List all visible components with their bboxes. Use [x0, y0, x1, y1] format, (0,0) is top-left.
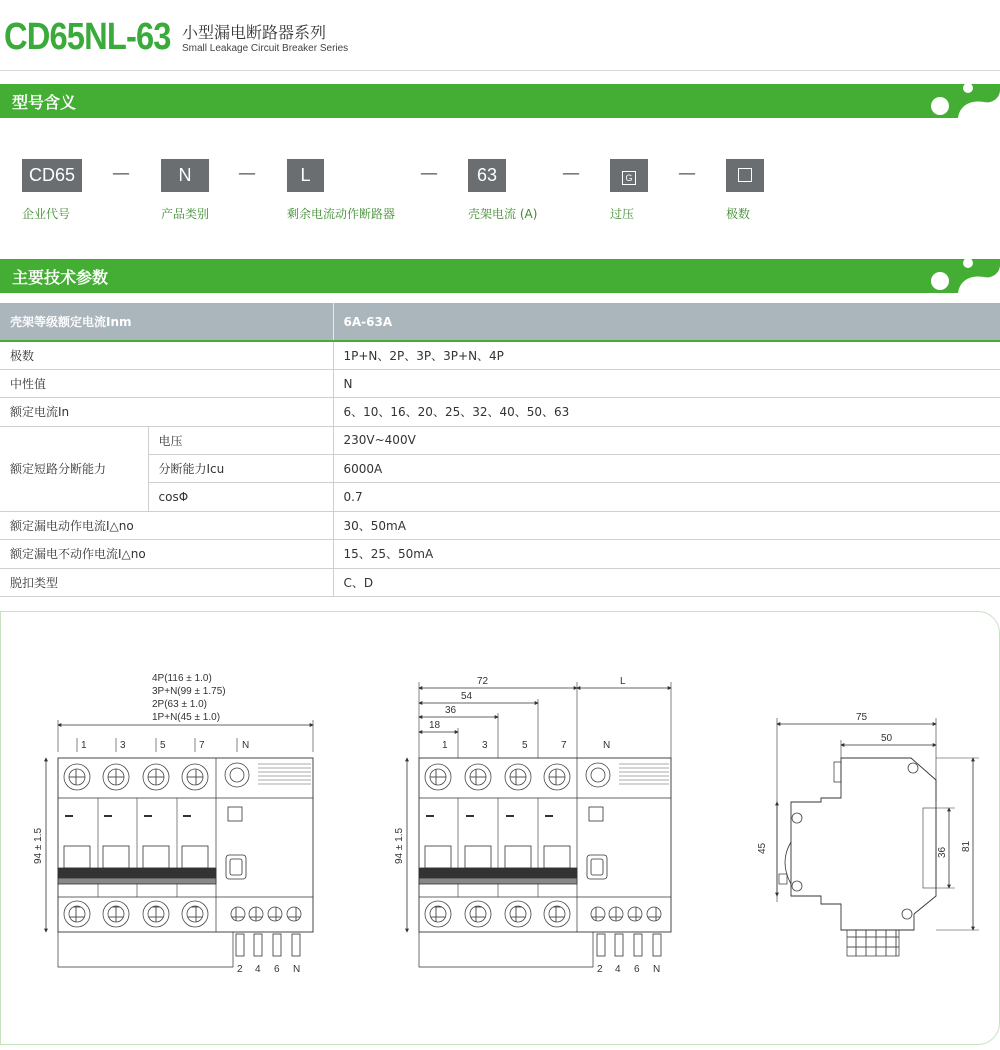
- front-view-left: [33, 673, 313, 975]
- param-value: 0.7: [333, 483, 1000, 511]
- code-label-company: 企业代号: [22, 207, 71, 221]
- code-dash: —: [112, 163, 130, 184]
- table-row: [0, 568, 1000, 596]
- empty-square-icon: [738, 168, 752, 182]
- height-label: 94 ± 1.5: [33, 827, 44, 864]
- terminal-label: 3: [482, 740, 488, 751]
- param-name: 额定漏电不动作电流I△no: [0, 540, 333, 568]
- code-box-g: [610, 159, 648, 192]
- terminal-label: N: [653, 964, 661, 975]
- param-name: 中性值: [0, 369, 333, 397]
- width-label-1pn: 1P+N(45 ± 1.0): [152, 712, 221, 723]
- dim-label-81: 81: [961, 840, 972, 852]
- terminal-label: 6: [634, 964, 640, 975]
- terminal-label: 7: [561, 740, 567, 751]
- table-row: [0, 341, 1000, 369]
- code-label-frame-current: 壳架电流 (A): [468, 207, 538, 221]
- param-value: 230V~400V: [333, 426, 1000, 454]
- terminal-label: N: [242, 740, 250, 751]
- terminal-label: 2: [237, 964, 243, 975]
- param-name: 壳架等级额定电流Inm: [0, 303, 333, 341]
- height-label: 94 ± 1.5: [394, 827, 405, 864]
- table-row: [0, 483, 1000, 511]
- dimension-drawings: [1, 612, 999, 1044]
- param-name: 脱扣类型: [0, 568, 333, 596]
- code-box-cd65: CD65: [22, 159, 82, 192]
- param-value: 15、25、50mA: [333, 540, 1000, 568]
- code-box-n: N: [161, 159, 209, 192]
- width-label-3pn: 3P+N(99 ± 1.75): [152, 686, 226, 697]
- dim-label-50: 50: [881, 733, 893, 744]
- dimension-drawings-panel: [0, 611, 1000, 1045]
- subtitle-cn: 小型漏电断路器系列: [182, 23, 327, 42]
- param-value: 6000A: [333, 455, 1000, 483]
- param-name: 额定电流In: [0, 398, 333, 426]
- dim-label-36: 36: [445, 705, 457, 716]
- subtitle-en: Small Leakage Circuit Breaker Series: [182, 43, 349, 54]
- terminal-label: N: [603, 740, 611, 751]
- param-value: 6、10、16、20、25、32、40、50、63: [333, 398, 1000, 426]
- terminal-label: N: [293, 964, 301, 975]
- table-header-row: [0, 303, 1000, 341]
- terminal-label: 1: [442, 740, 448, 751]
- tech-params-table: [0, 303, 1000, 597]
- table-row: [0, 511, 1000, 539]
- param-value: 6A-63A: [333, 303, 1000, 341]
- section-bar-model: [0, 84, 1000, 118]
- g-square-icon: G: [622, 171, 636, 185]
- dim-label-75: 75: [856, 712, 868, 723]
- terminal-label: 2: [597, 964, 603, 975]
- code-label-overvoltage: 过压: [610, 207, 635, 221]
- code-box-l: L: [287, 159, 324, 192]
- param-name: 额定漏电动作电流I△no: [0, 511, 333, 539]
- code-dash: —: [238, 163, 256, 184]
- table-row: [0, 455, 1000, 483]
- section-title-model: 型号含义: [12, 93, 77, 112]
- front-view-middle: [394, 676, 671, 975]
- terminal-label: 4: [255, 964, 261, 975]
- param-value: C、D: [333, 568, 1000, 596]
- terminal-label: 6: [274, 964, 280, 975]
- terminal-label: 3: [120, 740, 126, 751]
- dim-label-18: 18: [429, 720, 441, 731]
- code-label-rcbo: 剩余电流动作断路器: [287, 207, 396, 221]
- dim-label-36-side: 36: [937, 846, 948, 858]
- terminal-label: 1: [81, 740, 87, 751]
- side-view: [757, 712, 979, 956]
- param-group-name: 额定短路分断能力: [0, 426, 148, 511]
- code-label-poles: 极数: [726, 207, 751, 221]
- code-box-63: 63: [468, 159, 506, 192]
- dim-label-l: L: [620, 676, 626, 687]
- decor-dots-icon: [900, 84, 1000, 118]
- terminal-label: 7: [199, 740, 205, 751]
- section-title-tech: 主要技术参数: [12, 268, 109, 287]
- dim-label-45: 45: [757, 842, 768, 854]
- param-value: 30、50mA: [333, 511, 1000, 539]
- code-box-poles: [726, 159, 764, 192]
- terminal-label: 5: [160, 740, 166, 751]
- param-value: N: [333, 369, 1000, 397]
- page-header: [0, 0, 1000, 70]
- table-row: [0, 426, 1000, 454]
- param-sub-name: 分断能力Icu: [148, 455, 333, 483]
- param-sub-name: cosΦ: [148, 483, 333, 511]
- section-bar-tech: [0, 259, 1000, 293]
- terminal-label: 4: [615, 964, 621, 975]
- table-row: [0, 398, 1000, 426]
- terminal-label: 5: [522, 740, 528, 751]
- param-name: 极数: [0, 341, 333, 369]
- code-dash: —: [562, 163, 580, 184]
- dim-label-54: 54: [461, 691, 473, 702]
- table-row: [0, 540, 1000, 568]
- table-row: [0, 369, 1000, 397]
- param-value: 1P+N、2P、3P、3P+N、4P: [333, 341, 1000, 369]
- width-label-4p: 4P(116 ± 1.0): [152, 673, 212, 684]
- width-label-2p: 2P(63 ± 1.0): [152, 699, 207, 710]
- param-sub-name: 电压: [148, 426, 333, 454]
- dim-label-72: 72: [477, 676, 489, 687]
- code-dash: —: [420, 163, 438, 184]
- header-divider: [0, 70, 1000, 71]
- brand-title: CD65NL-63: [4, 16, 171, 58]
- decor-dots-icon: [900, 259, 1000, 293]
- code-dash: —: [678, 163, 696, 184]
- code-label-category: 产品类别: [161, 207, 210, 221]
